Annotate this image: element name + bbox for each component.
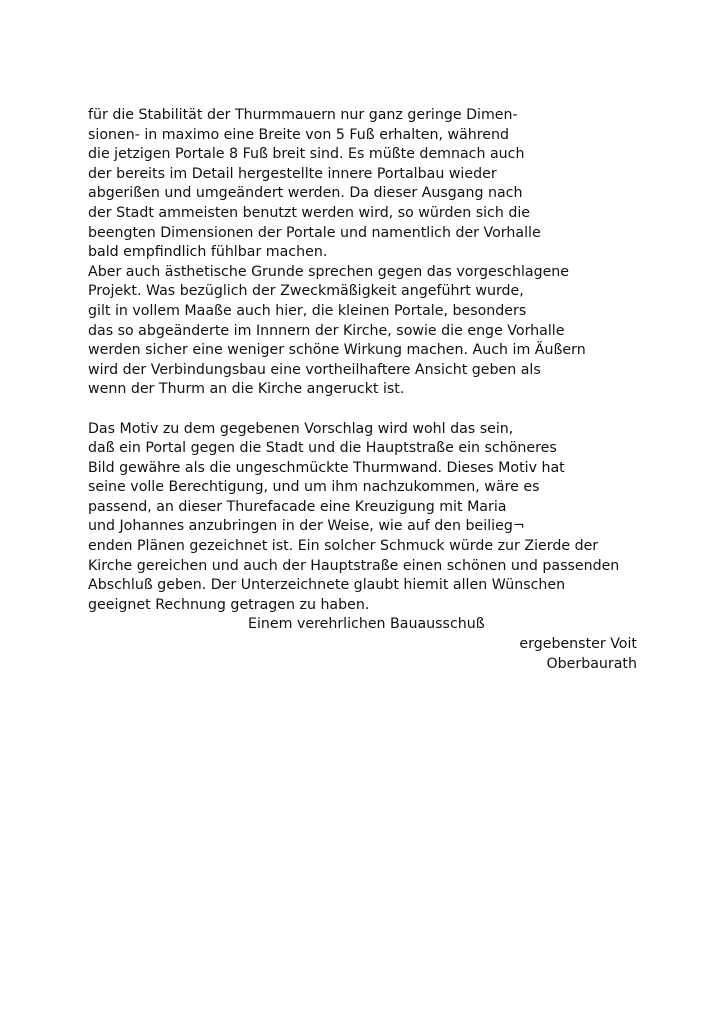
text-line: Projekt. Was bezüglich der Zweckmäßigkeit angeführt wurde, bbox=[88, 283, 524, 300]
text-line: das so abgeänderte im Innnern der Kirche, sowie die enge Vorhalle bbox=[88, 322, 565, 339]
text-line: der Stadt ammeisten benutzt werden wird, so würden sich die bbox=[88, 204, 531, 221]
text-line: gilt in vollem Maaße auch hier, die kleinen Portale, besonders bbox=[88, 302, 527, 319]
text-line: daß ein Portal gegen die Stadt und die Hauptstraße ein schöneres bbox=[88, 440, 557, 457]
text-line: Abschluß geben. Der Unterzeichnete glaubt hiemit allen Wünschen bbox=[88, 577, 566, 594]
text-line: für die Stabilität der Thurmmauern nur ganz geringe Dimen- bbox=[88, 107, 518, 123]
text-line: geeignet Rechnung getragen zu haben. bbox=[88, 596, 370, 613]
text-line: wird der Verbindungsbau eine vortheilhaftere Ansicht geben als bbox=[88, 361, 541, 378]
paragraph-spacer bbox=[88, 400, 648, 420]
text-line: werden sicher eine weniger schöne Wirkung machen. Auch im Äußern bbox=[88, 342, 586, 359]
text-line: enden Plänen gezeichnet ist. Ein solcher Schmuck würde zur Zierde der bbox=[88, 538, 599, 555]
text-line: Aber auch ästhetische Grunde sprechen gegen das vorgeschlagene bbox=[88, 263, 570, 280]
signature-name: ergebenster Voit bbox=[519, 636, 637, 653]
text-line: Das Motiv zu dem gegebenen Vorschlag wird wohl das sein, bbox=[88, 420, 514, 437]
signature-title: Oberbaurath bbox=[546, 655, 637, 672]
text-line: passend, an dieser Thurefacade eine Kreuzigung mit Maria bbox=[88, 498, 507, 515]
text-line: und Johannes anzubringen in der Weise, wie auf den beilieg¬ bbox=[88, 518, 525, 535]
text-line: seine volle Berechtigung, und um ihm nachzukommen, wäre es bbox=[88, 479, 540, 496]
text-line: sionen- in maximo eine Breite von 5 Fuß erhalten, während bbox=[88, 126, 510, 143]
text-line: Bild gewähre als die ungeschmückte Thurmwand. Dieses Motiv hat bbox=[88, 459, 565, 476]
text-line: der bereits im Detail hergestellte innere Portalbau wieder bbox=[88, 165, 497, 182]
text-line: bald empfindlich fühlbar machen. bbox=[88, 244, 328, 261]
text-line: die jetzigen Portale 8 Fuß breit sind. Es müßte demnach auch bbox=[88, 146, 525, 163]
letter-body bbox=[88, 106, 648, 674]
text-line: abgerißen und umgeändert werden. Da dieser Ausgang nach bbox=[88, 185, 523, 202]
text-line: beengten Dimensionen der Portale und namentlich der Vorhalle bbox=[88, 224, 541, 241]
salutation: Einem verehrlichen Bauausschuß bbox=[248, 616, 485, 633]
text-line: Kirche gereichen und auch der Hauptstraße einen schönen und passenden bbox=[88, 557, 620, 574]
text-line: wenn der Thurm an die Kirche angeruckt ist. bbox=[88, 381, 405, 398]
